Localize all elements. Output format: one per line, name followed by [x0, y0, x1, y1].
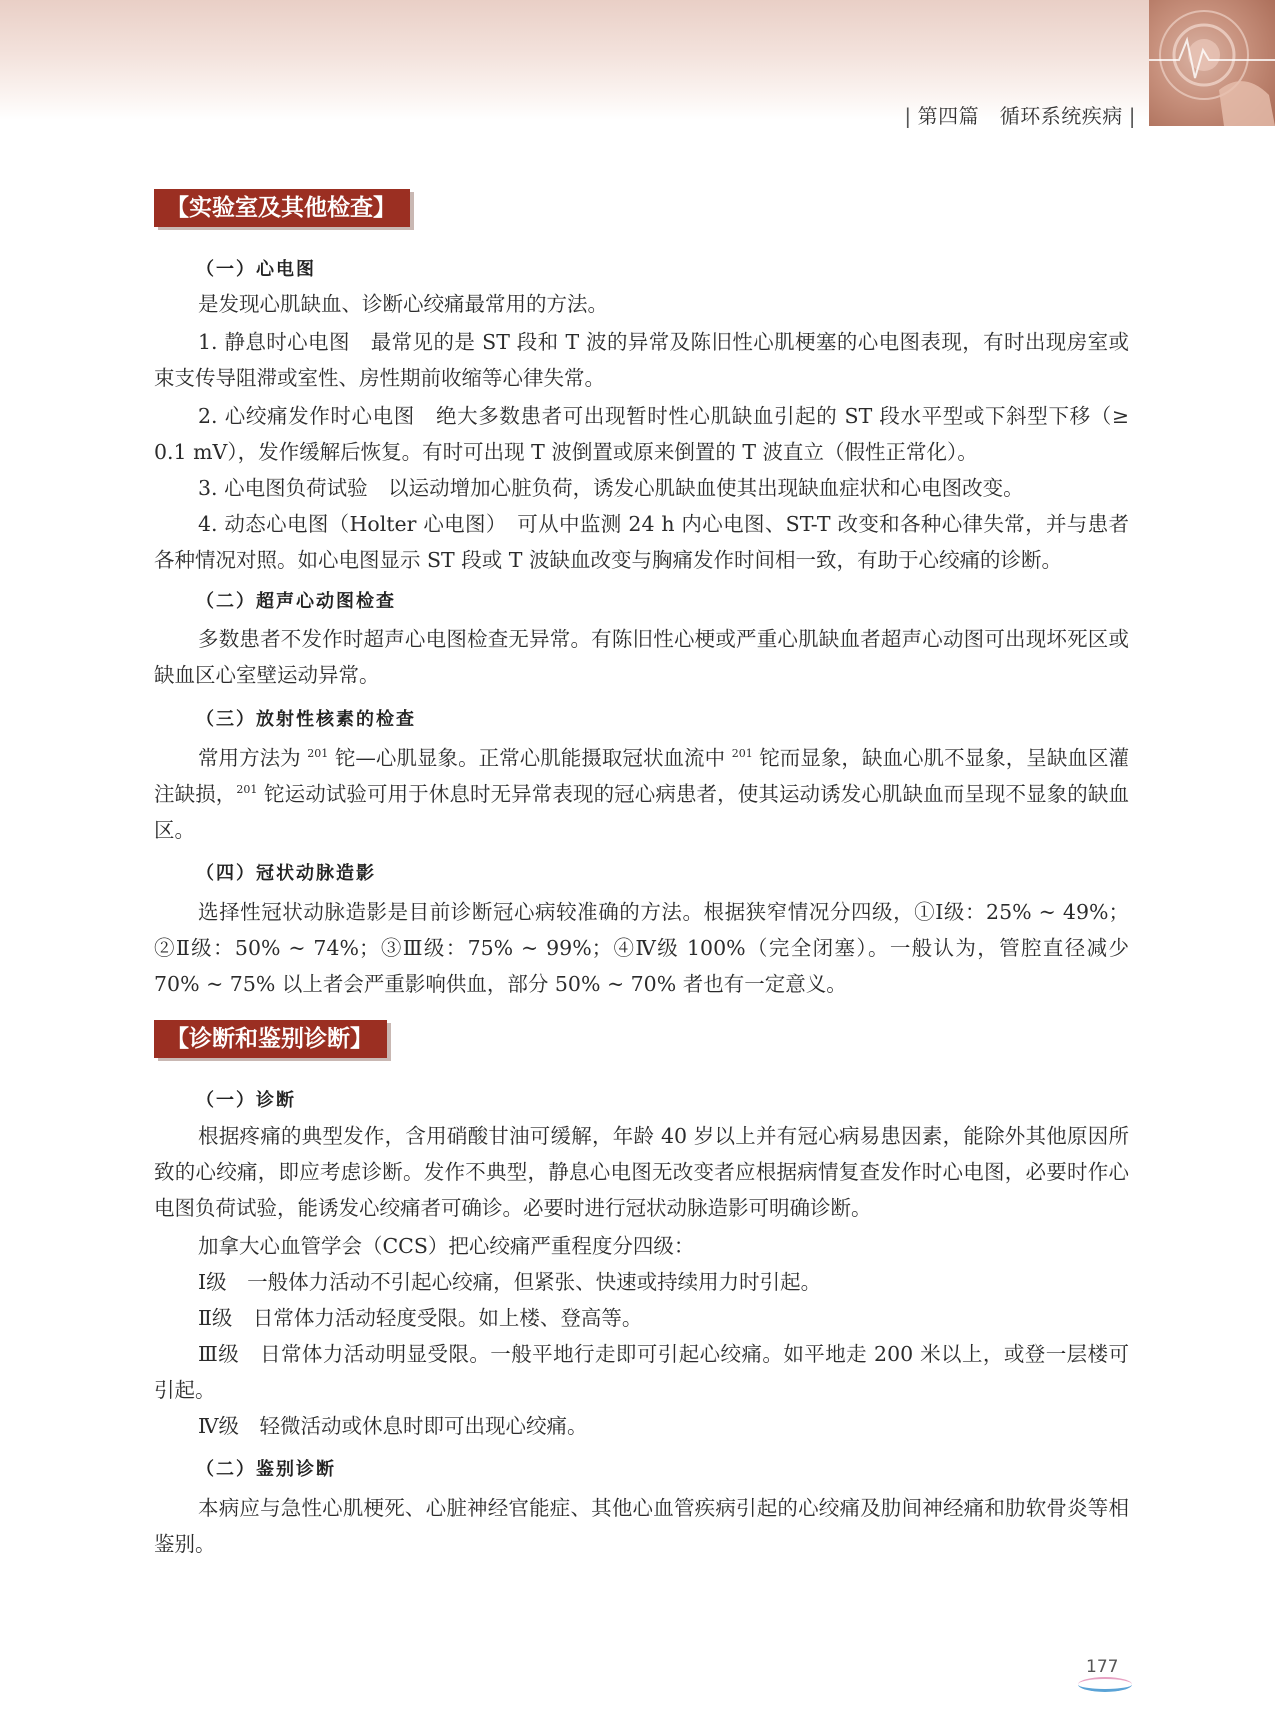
paragraph-differential: 本病应与急性心肌梗死、心脏神经官能症、其他心血管疾病引起的心绞痛及肋间神经痛和肋软骨炎等相鉴别。	[154, 1496, 1129, 1556]
paragraph-nuclide: 常用方法为 $^{201}$ 铊—心肌显象。正常心肌能摄取冠状血流中 $^{201}$ 铊而显象，缺血心肌不显象，呈缺血区灌注缺损，$^{201}$ 铊运动试验可用于休息时无异常表现的冠心病患者，使其运动诱发心肌缺血而呈现不显象的缺血区。	[154, 746, 1129, 842]
paragraph-ccs: 加拿大心血管学会（CCS）把心绞痛严重程度分四级：	[198, 1234, 695, 1258]
section-heading-diagnosis: 【诊断和鉴别诊断】	[154, 1020, 387, 1058]
running-head: | 第四篇 循环系统疾病 |	[904, 104, 1136, 128]
subheading-angiography: （四）冠状动脉造影	[196, 863, 376, 884]
paragraph-grade-1: Ⅰ级 一般体力活动不引起心绞痛，但紧张、快速或持续用力时引起。	[198, 1270, 822, 1294]
paragraph-grade-3: Ⅲ级 日常体力活动明显受限。一般平地行走即可引起心绞痛。如平地走 200 米以上，或登一层楼可引起。	[154, 1342, 1129, 1402]
subheading-diagnosis: （一）诊断	[196, 1090, 296, 1111]
subheading-nuclide: （三）放射性核素的检查	[196, 709, 416, 730]
paragraph-grade-4: Ⅳ级 轻微活动或休息时即可出现心绞痛。	[198, 1414, 588, 1438]
paragraph-diagnosis: 根据疼痛的典型发作，含用硝酸甘油可缓解，年龄 40 岁以上并有冠心病易患因素，能除外其他原因所致的心绞痛，即应考虑诊断。发作不典型，静息心电图无改变者应根据病情复查发作时心电图，必要时作心电图负荷试验，能诱发心绞痛者可确诊。必要时进行冠状动脉造影可明确诊断。	[154, 1124, 1129, 1220]
page-number: 177	[1078, 1657, 1134, 1691]
part-label: 第四篇	[917, 104, 980, 128]
heartbeat-photo-icon	[1149, 0, 1275, 126]
isotope-superscript: 201	[307, 747, 329, 760]
paragraph-angiography: 选择性冠状动脉造影是目前诊断冠心病较准确的方法。根据狭窄情况分四级，①Ⅰ级：25% ~ 49%；②Ⅱ级：50% ~ 74%；③Ⅲ级：75% ~ 99%；④Ⅳ级 100%（完全闭塞）。一般认为，管腔直径减少 70% ~ 75% 以上者会严重影响供血，部分 50% ~ 70% 者也有一定意义。	[154, 900, 1129, 996]
isotope-superscript: 201	[731, 747, 753, 760]
paragraph-ecg-item2: 2. 心绞痛发作时心电图 绝大多数患者可出现暂时性心肌缺血引起的 ST 段水平型或下斜型下移（≥ 0.1 mV），发作缓解后恢复。有时可出现 T 波倒置或原来倒置的 T 波直立（假性正常化）。	[154, 404, 1129, 464]
subheading-echo: （二）超声心动图检查	[196, 591, 396, 612]
paragraph-grade-2: Ⅱ级 日常体力活动轻度受限。如上楼、登高等。	[198, 1306, 643, 1330]
subheading-ecg: （一）心电图	[196, 259, 316, 280]
page-swoosh-icon	[1078, 1677, 1132, 1692]
paragraph-ecg-item3: 3. 心电图负荷试验 以运动增加心脏负荷，诱发心肌缺血使其出现缺血症状和心电图改变。	[198, 476, 1024, 500]
subheading-differential: （二）鉴别诊断	[196, 1459, 336, 1480]
paragraph-echo: 多数患者不发作时超声心电图检查无异常。有陈旧性心梗或严重心肌缺血者超声心动图可出现坏死区或缺血区心室壁运动异常。	[154, 627, 1129, 687]
section-heading-lab: 【实验室及其他检查】	[154, 189, 410, 227]
paragraph-ecg-intro: 是发现心肌缺血、诊断心绞痛最常用的方法。	[198, 292, 608, 316]
paragraph-ecg-item4: 4. 动态心电图（Holter 心电图） 可从中监测 24 h 内心电图、ST-T 改变和各种心律失常，并与患者各种情况对照。如心电图显示 ST 段或 T 波缺血改变与胸痛发作时间相一致，有助于心绞痛的诊断。	[154, 512, 1129, 572]
chapter-title: 循环系统疾病	[999, 104, 1123, 128]
paragraph-ecg-item1: 1. 静息时心电图 最常见的是 ST 段和 T 波的异常及陈旧性心肌梗塞的心电图表现，有时出现房室或束支传导阻滞或室性、房性期前收缩等心律失常。	[154, 330, 1129, 390]
isotope-superscript: 201	[236, 783, 258, 796]
